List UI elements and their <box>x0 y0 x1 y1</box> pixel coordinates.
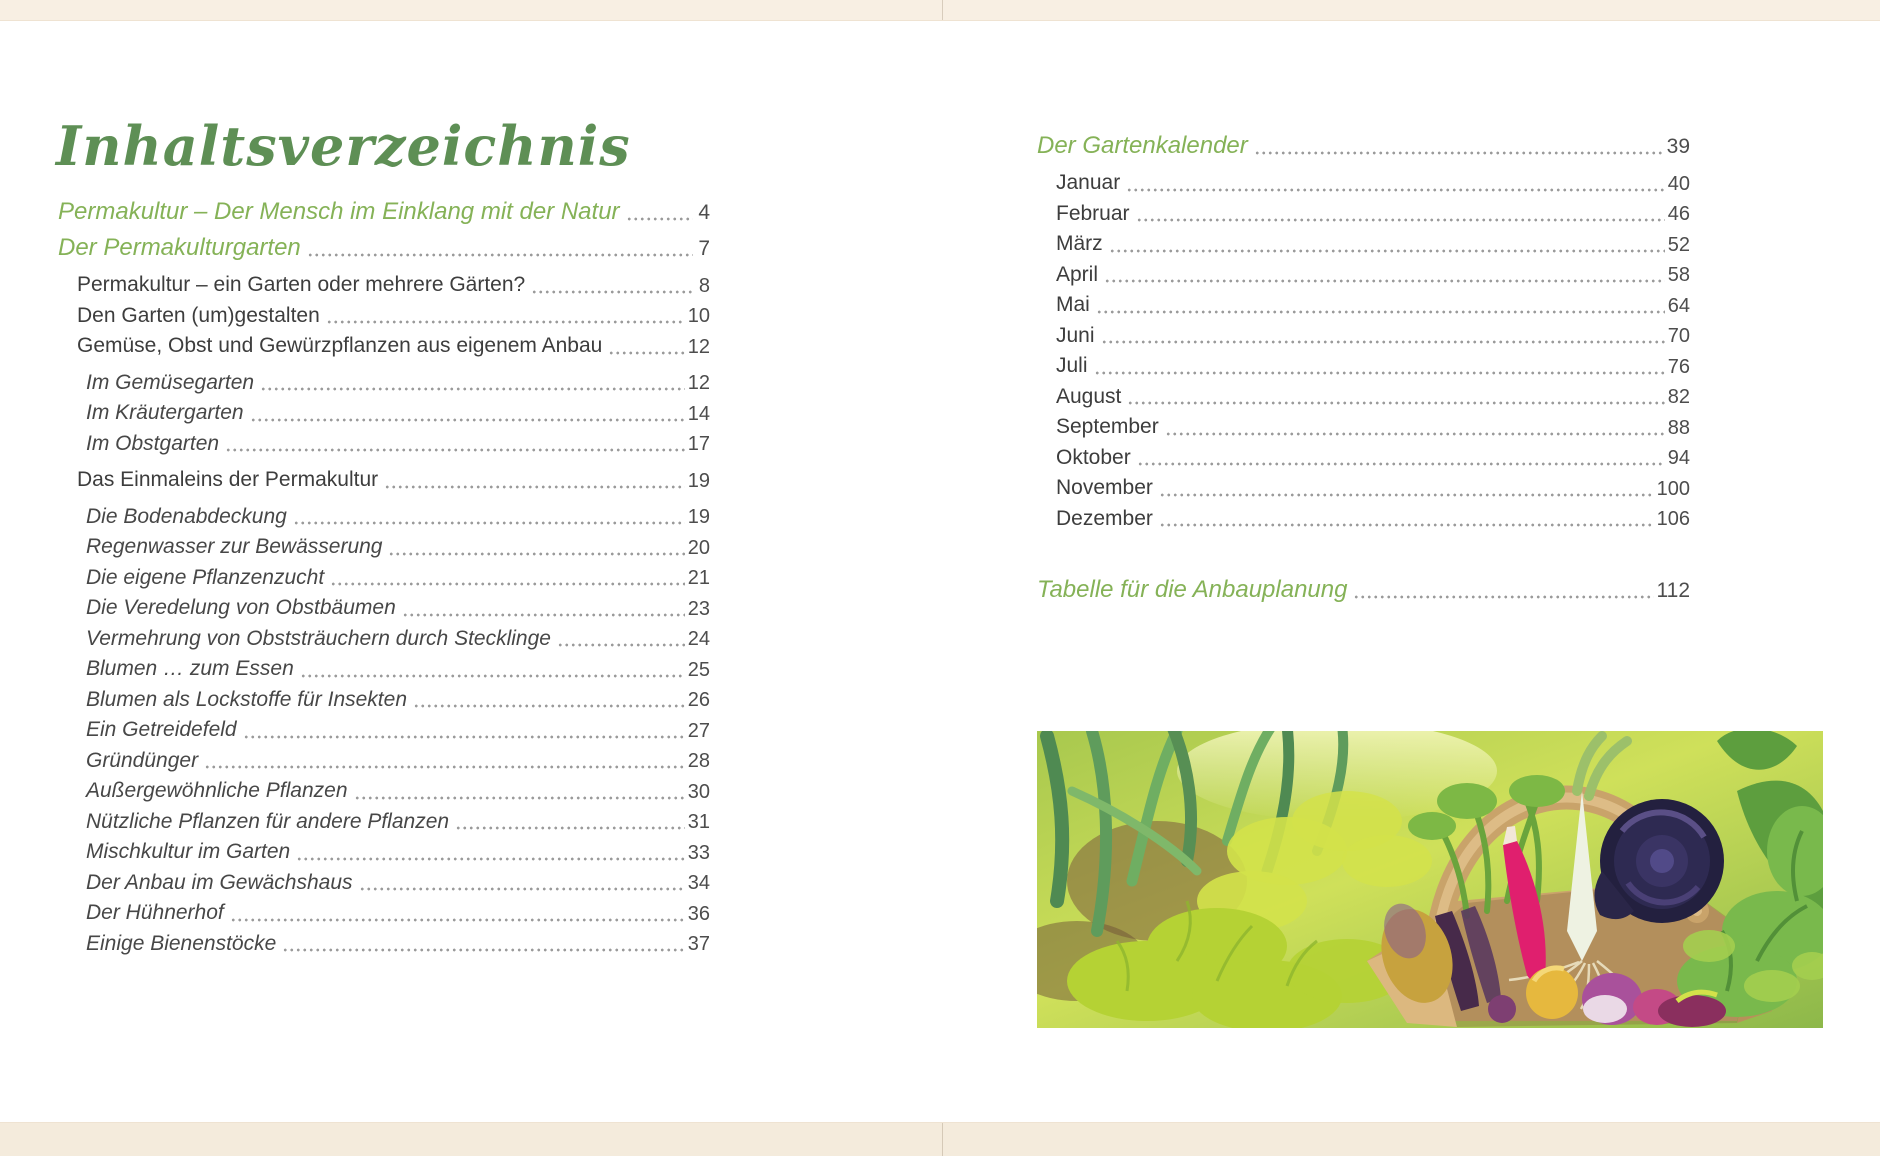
page-number: 40 <box>1667 172 1690 195</box>
book-gutter-line <box>942 0 943 20</box>
page-edge-top <box>0 0 1880 21</box>
page-number: 27 <box>687 719 710 742</box>
dot-leader <box>1136 208 1665 222</box>
page-number: 12 <box>687 372 710 394</box>
page-number: 46 <box>1667 203 1690 225</box>
toc-entry-label: Juli <box>1056 354 1088 378</box>
garden-harvest-photo <box>1037 731 1823 1028</box>
dot-leader <box>1126 178 1665 192</box>
toc-entry <box>58 188 710 224</box>
toc-entry <box>1037 439 1690 470</box>
page-number: 58 <box>1667 264 1690 286</box>
toc-entry <box>58 297 710 328</box>
toc-entry <box>58 425 710 456</box>
toc-entry-label: Gemüse, Obst und Gewürzpflanzen aus eigenem Anbau <box>77 334 603 358</box>
dot-leader <box>608 341 684 355</box>
page-number: 39 <box>1666 135 1690 158</box>
dot-leader <box>300 664 685 678</box>
toc-entry-label: Den Garten (um)gestalten <box>77 303 320 327</box>
toc-entry <box>1037 164 1690 195</box>
dot-leader <box>1104 269 1665 283</box>
toc-entry-label: Mischkultur im Garten <box>86 840 291 864</box>
page-number: 14 <box>687 402 710 425</box>
page-edge-bottom <box>0 1122 1880 1156</box>
toc-entry <box>1037 408 1690 439</box>
toc-entry-label: August <box>1056 384 1122 408</box>
toc-entry-label: Einige Bienenstöcke <box>86 931 277 955</box>
toc-entry <box>1037 347 1690 378</box>
dot-leader <box>413 694 685 708</box>
page-number: 25 <box>687 658 710 681</box>
dot-leader <box>282 938 684 952</box>
page-number: 24 <box>687 628 710 650</box>
dot-leader <box>307 243 693 257</box>
dot-leader <box>1101 330 1665 344</box>
dot-leader <box>230 908 685 922</box>
toc-entry <box>1037 225 1690 256</box>
dot-leader <box>557 633 685 647</box>
page-number: 88 <box>1667 416 1690 439</box>
page-number: 106 <box>1656 508 1690 530</box>
toc-entry <box>58 864 710 895</box>
toc-entry-label: Außergewöhnliche Pflanzen <box>86 779 348 803</box>
dot-leader <box>1254 141 1664 155</box>
toc-entry-label: Der Hühnerhof <box>86 901 224 925</box>
toc-entry <box>58 528 710 559</box>
toc-entry <box>58 559 710 590</box>
toc-entry-label: Permakultur – ein Garten oder mehrere Gärten? <box>77 273 526 297</box>
page-number: 100 <box>1656 477 1690 500</box>
toc-entry-label: September <box>1056 415 1159 439</box>
toc-entry <box>1037 286 1690 317</box>
dot-leader <box>243 725 685 739</box>
toc-entry <box>1037 469 1690 500</box>
page-number: 30 <box>687 780 710 803</box>
toc-entry-label: Im Kräutergarten <box>86 401 244 425</box>
toc-entry <box>58 803 710 834</box>
page-number: 8 <box>698 274 710 297</box>
dot-leader <box>1137 452 1665 466</box>
dot-leader <box>293 511 685 525</box>
toc-entry-label: Blumen … zum Essen <box>86 657 294 681</box>
toc-entry <box>58 650 710 681</box>
page-number: 20 <box>687 536 710 559</box>
page-number: 37 <box>687 933 710 955</box>
page-number: 17 <box>687 433 710 455</box>
toc-entry-label: Die Veredelung von Obstbäumen <box>86 596 396 620</box>
page-number: 36 <box>687 902 710 925</box>
dot-leader <box>296 847 685 861</box>
toc-entry-label: Tabelle für die Anbauplanung <box>1037 575 1348 603</box>
dot-leader <box>402 603 685 617</box>
toc-entry <box>58 742 710 773</box>
toc-entry-label: Ein Getreidefeld <box>86 718 237 742</box>
toc-entry-label: Gründünger <box>86 748 199 772</box>
toc-entry-label: Im Gemüsegarten <box>86 370 255 394</box>
dot-leader <box>1159 513 1654 527</box>
dot-leader <box>455 816 685 830</box>
toc-entry-label: Permakultur – Der Mensch im Einklang mit der Natur <box>58 197 620 225</box>
toc-entry-label: Mai <box>1056 293 1090 317</box>
dot-leader <box>1109 239 1665 253</box>
toc-entry <box>1037 378 1690 409</box>
page-number: 52 <box>1667 233 1690 256</box>
page-number: 26 <box>687 689 710 711</box>
dot-leader <box>260 377 685 391</box>
toc-entry <box>58 327 710 358</box>
toc-entry <box>58 833 710 864</box>
dot-leader <box>1127 391 1664 405</box>
toc-entry <box>58 498 710 529</box>
page-number: 31 <box>687 811 710 833</box>
toc-entry-label: Im Obstgarten <box>86 431 220 455</box>
page-number: 94 <box>1667 447 1690 469</box>
page-number: 82 <box>1667 386 1690 408</box>
dot-leader <box>531 280 693 294</box>
page-number: 34 <box>687 872 710 894</box>
toc-entry-label: Dezember <box>1056 506 1153 530</box>
page-title: Inhaltsverzeichnis <box>56 114 631 179</box>
dot-leader <box>250 408 685 422</box>
book-gutter-line <box>942 1123 943 1156</box>
toc-entry-label: Oktober <box>1056 445 1131 469</box>
toc-entry-label: Der Permakulturgarten <box>58 233 301 261</box>
page-number: 21 <box>687 567 710 589</box>
dot-leader <box>204 755 685 769</box>
dot-leader <box>326 310 685 324</box>
toc-entry-label: Regenwasser zur Bewässerung <box>86 535 383 559</box>
page-number: 19 <box>687 506 710 528</box>
toc-entry-label: Die eigene Pflanzenzucht <box>86 565 325 589</box>
dot-leader <box>1165 422 1665 436</box>
toc-entry-label: Blumen als Lockstoffe für Insekten <box>86 687 407 711</box>
toc-entry <box>1037 500 1690 531</box>
toc-entry <box>58 364 710 395</box>
toc-entry <box>58 224 710 260</box>
toc-left-column <box>58 188 710 955</box>
toc-entry <box>58 394 710 425</box>
page-number: 19 <box>687 469 710 492</box>
dot-leader <box>1096 300 1665 314</box>
page-number: 7 <box>698 237 710 260</box>
dot-leader <box>1094 361 1665 375</box>
dot-leader <box>225 438 685 452</box>
page-number: 70 <box>1667 325 1690 347</box>
page-number: 12 <box>687 335 710 358</box>
toc-entry <box>1037 566 1690 602</box>
toc-entry <box>58 894 710 925</box>
page-number: 76 <box>1667 355 1690 378</box>
toc-entry-label: Der Gartenkalender <box>1037 131 1248 159</box>
toc-entry-label: Februar <box>1056 201 1130 225</box>
toc-entry-label: März <box>1056 232 1103 256</box>
toc-entry-label: Der Anbau im Gewächshaus <box>86 870 353 894</box>
toc-right-column <box>1037 122 1690 602</box>
toc-entry <box>58 589 710 620</box>
dot-leader <box>330 572 685 586</box>
toc-entry <box>58 772 710 803</box>
dot-leader <box>1353 585 1653 599</box>
toc-entry-label: November <box>1056 476 1153 500</box>
page-number: 4 <box>698 201 710 224</box>
toc-entry <box>1037 122 1690 158</box>
toc-entry-label: Die Bodenabdeckung <box>86 504 287 528</box>
page-number: 23 <box>687 597 710 620</box>
page-number: 64 <box>1667 294 1690 317</box>
toc-entry-label: Vermehrung von Obststräuchern durch Stecklinge <box>86 626 551 650</box>
toc-entry <box>58 266 710 297</box>
toc-entry <box>58 461 710 492</box>
toc-entry-label: Januar <box>1056 171 1121 195</box>
toc-entry <box>1037 256 1690 287</box>
toc-entry-label: Nützliche Pflanzen für andere Pflanzen <box>86 809 450 833</box>
toc-entry-label: April <box>1056 262 1099 286</box>
dot-leader <box>354 786 685 800</box>
toc-entry <box>1037 317 1690 348</box>
dot-leader <box>388 542 684 556</box>
toc-entry <box>1037 195 1690 226</box>
dot-leader <box>384 475 685 489</box>
toc-entry <box>58 925 710 956</box>
toc-entry <box>58 681 710 712</box>
toc-entry-label: Juni <box>1056 323 1095 347</box>
page-number: 33 <box>687 841 710 864</box>
toc-entry <box>58 711 710 742</box>
dot-leader <box>626 207 693 221</box>
toc-entry-label: Das Einmaleins der Permakultur <box>77 468 379 492</box>
dot-leader <box>359 877 685 891</box>
dot-leader <box>1159 483 1654 497</box>
page-number: 10 <box>687 305 710 327</box>
toc-entry <box>58 620 710 651</box>
page-number: 112 <box>1656 579 1690 602</box>
page-number: 28 <box>687 750 710 772</box>
